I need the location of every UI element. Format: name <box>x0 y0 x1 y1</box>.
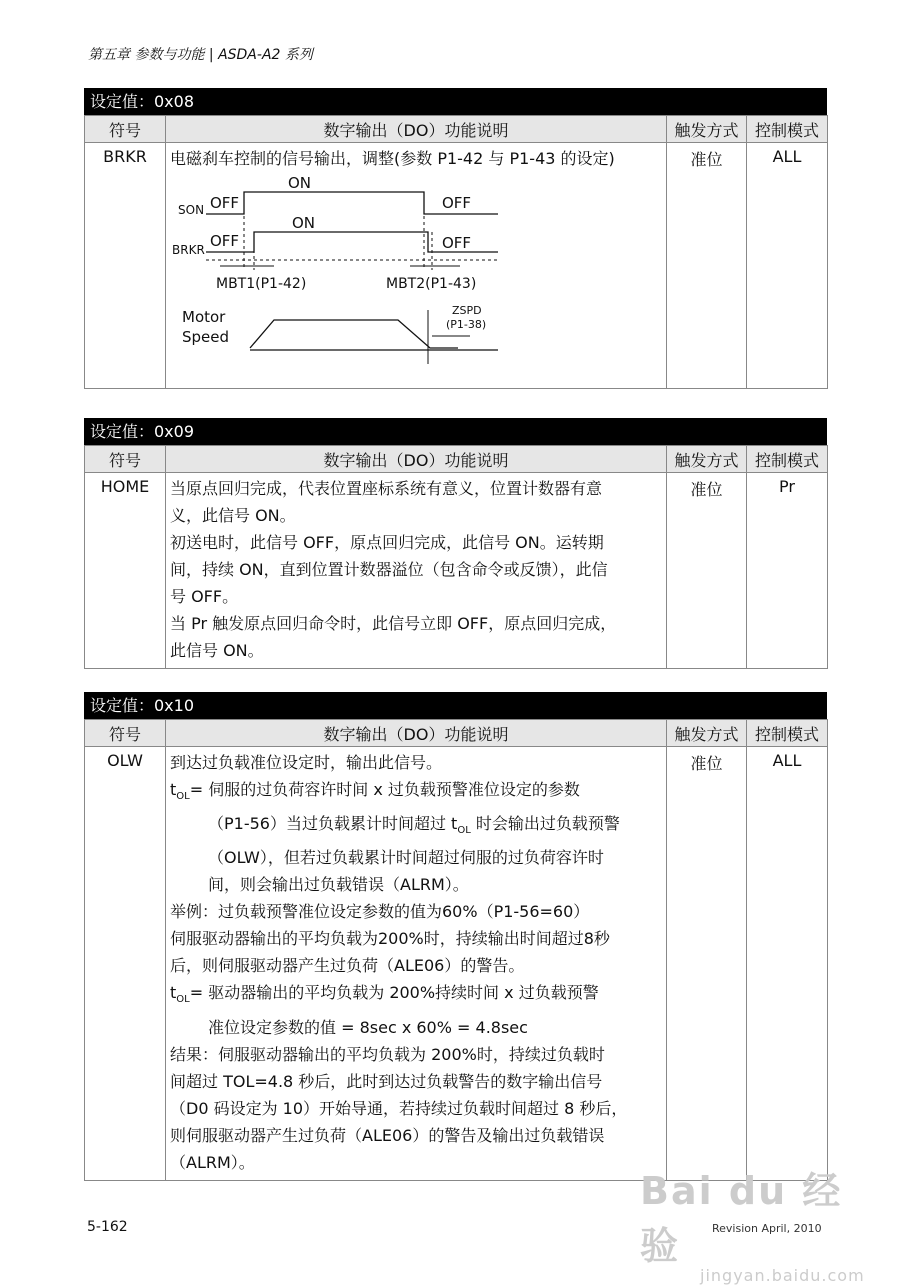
setting-value-bar: 设定值：0x09 <box>84 418 827 445</box>
son-off-right: OFF <box>442 194 472 212</box>
desc-cell <box>166 747 667 1181</box>
desc-line: 结果：伺服驱动器输出的平均负载为 200%时，持续过负载时 <box>170 1044 605 1064</box>
desc-line: （D0 码设定为 10）开始导通，若持续过负载时间超过 8 秒后， <box>170 1098 628 1118</box>
col-mode: 控制模式 <box>747 116 828 143</box>
revision-note: Revision April, 2010 <box>712 1222 822 1235</box>
desc-line: 则伺服驱动器产生过负荷（ALE06）的警告及输出过负载错误 <box>170 1125 605 1145</box>
col-trigger: 触发方式 <box>667 720 747 747</box>
col-mode: 控制模式 <box>747 446 828 473</box>
symbol-cell: HOME <box>85 473 166 669</box>
desc-line: 后，则伺服驱动器产生过负荷（ALE06）的警告。 <box>170 956 525 976</box>
brkr-off-right: OFF <box>442 234 472 252</box>
brkr-label: BRKR <box>172 243 205 257</box>
desc-line: 准位设定参数的值 = 8sec x 60% = 4.8sec <box>208 1017 528 1037</box>
son-on: ON <box>288 174 312 192</box>
trigger-cell: 准位 <box>667 747 747 1181</box>
desc-line: 电磁刹车控制的信号输出，调整(参数 P1-42 与 P1-43 的设定) <box>170 149 615 168</box>
baidu-watermark: Bai du 经验 jingyan.baidu.com <box>640 1169 865 1285</box>
desc-line: （P1-56）当过负载累计时间超过 $t_{OL}$ 时会输出过负载预警 <box>208 814 620 837</box>
symbol-cell: BRKR <box>85 143 166 389</box>
col-desc: 数字输出（DO）功能说明 <box>166 116 667 143</box>
mode-cell: ALL <box>747 143 828 389</box>
col-symbol: 符号 <box>85 446 166 473</box>
trigger-cell: 准位 <box>667 473 747 669</box>
page-number: 5-162 <box>87 1219 128 1235</box>
col-desc: 数字输出（DO）功能说明 <box>166 446 667 473</box>
col-trigger: 触发方式 <box>667 116 747 143</box>
brkr-off-left: OFF <box>210 232 240 250</box>
desc-line: 义，此信号 ON。 <box>170 506 296 525</box>
col-mode: 控制模式 <box>747 720 828 747</box>
brake-timing-diagram <box>170 174 510 364</box>
section-0x08 <box>84 88 827 389</box>
col-trigger: 触发方式 <box>667 446 747 473</box>
desc-line: 初送电时，此信号 OFF，原点回归完成，此信号 ON。运转期 <box>170 533 604 552</box>
desc-cell <box>166 473 667 669</box>
desc-line: 到达过负载准位设定时，输出此信号。 <box>170 753 443 772</box>
desc-line: 当原点回归完成，代表位置座标系统有意义，位置计数器有意 <box>170 479 603 498</box>
desc-line: 伺服驱动器输出的平均负载为200%时，持续输出时间超过8秒 <box>170 929 610 949</box>
col-symbol: 符号 <box>85 720 166 747</box>
desc-line: $t_{OL}=$ 伺服的过负荷容许时间 x 过负载预警准位设定的参数 <box>170 780 580 803</box>
do-table <box>84 445 828 669</box>
desc-line: 此信号 ON。 <box>170 641 264 660</box>
desc-cell <box>166 143 667 389</box>
col-symbol: 符号 <box>85 116 166 143</box>
zspd-label: ZSPD <box>452 304 482 317</box>
section-0x10 <box>84 692 827 1181</box>
do-table <box>84 719 828 1181</box>
son-off-left: OFF <box>210 194 240 212</box>
son-label: SON <box>178 203 205 217</box>
desc-line: 举例：过负载预警准位设定参数的值为60%（P1-56=60） <box>170 902 590 922</box>
desc-line: 号 OFF。 <box>170 587 239 606</box>
motor-label: Motor <box>182 308 226 326</box>
mode-cell: Pr <box>747 473 828 669</box>
setting-value-bar: 设定值：0x10 <box>84 692 827 719</box>
mbt1-label: MBT1(P1-42) <box>216 276 307 292</box>
trigger-cell: 准位 <box>667 143 747 389</box>
do-table <box>84 115 828 389</box>
speed-label: Speed <box>182 328 230 346</box>
setting-value-bar: 设定值：0x08 <box>84 88 827 115</box>
desc-line: 间，持续 ON，直到位置计数器溢位（包含命令或反馈），此信 <box>170 560 608 579</box>
desc-line: （ALRM）。 <box>170 1152 255 1172</box>
desc-line: 间，则会输出过负载错误（ALRM）。 <box>208 875 469 895</box>
desc-line: 间超过 TOL=4.8 秒后，此时到达过负载警告的数字输出信号 <box>170 1071 603 1091</box>
symbol-cell: OLW <box>85 747 166 1181</box>
desc-line: （OLW），但若过负载累计时间超过伺服的过负荷容许时 <box>208 848 604 868</box>
col-desc: 数字输出（DO）功能说明 <box>166 720 667 747</box>
desc-line: 当 Pr 触发原点回归命令时，此信号立即 OFF，原点回归完成， <box>170 614 617 633</box>
section-0x09 <box>84 418 827 669</box>
mbt2-label: MBT2(P1-43) <box>386 276 477 292</box>
chapter-header: 第五章 参数与功能 | ASDA-A2 系列 <box>88 47 313 63</box>
zspd-param: (P1-38) <box>446 318 487 331</box>
desc-line: $t_{OL}=$ 驱动器输出的平均负载为 200%持续时间 x 过负载预警 <box>170 983 599 1006</box>
mode-cell: ALL <box>747 747 828 1181</box>
brkr-on: ON <box>292 214 316 232</box>
